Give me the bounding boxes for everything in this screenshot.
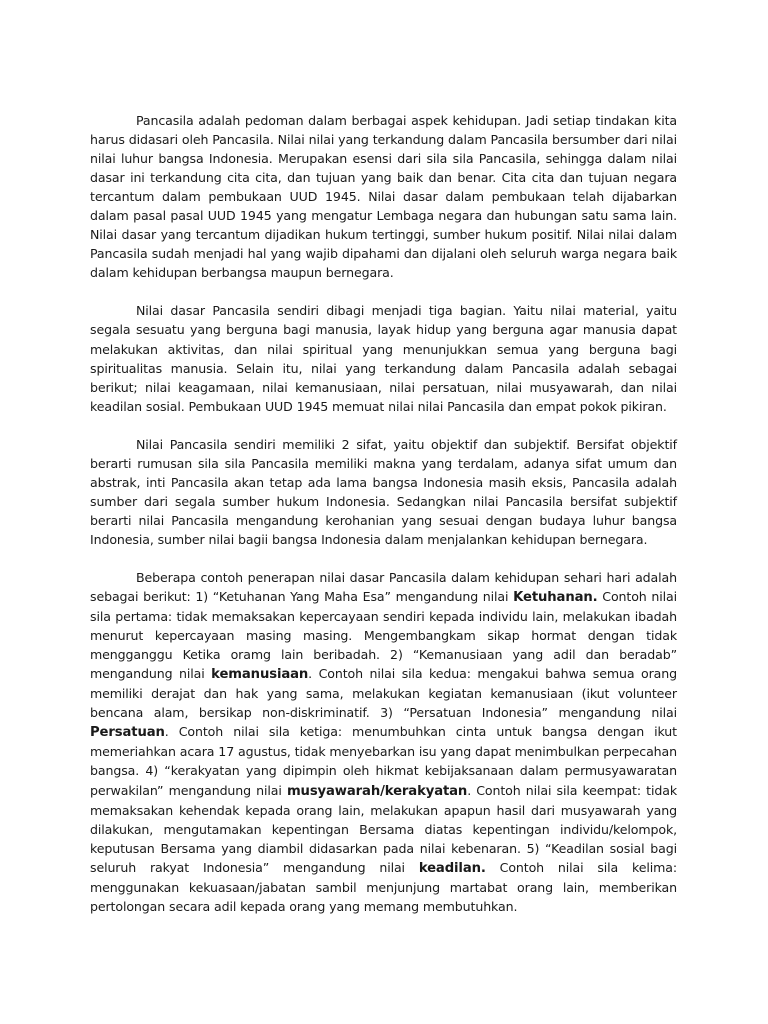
paragraph-text: Contoh nilai sila kelima: menggunakan kekuasaan/jabatan sambil menjunjung martabat orang lain, memberikan pertolongan secara adil kepada orang yang memang membutuhkan.: [90, 859, 677, 914]
paragraph-text: Pancasila adalah pedoman dalam berbagai aspek kehidupan. Jadi setiap tindakan kita harus didasari oleh Pancasila. Nilai nilai yang terkandung dalam Pancasila bersumber dari nilai nilai luhur bangsa Indonesia. Merupakan esensi dari sila sila Pancasila, sehingga dalam nilai dasar ini terkandung cita cita, dan tujuan yang baik dan benar. Cita cita dan tujuan negara tercantum dalam pembukaan UUD 1945. Nilai dasar dalam pembukaan telah dijabarkan dalam pasal pasal UUD 1945 yang mengatur Lembaga negara dan hubungan satu sama lain. Nilai dasar yang tercantum dijadikan hukum tertinggi, sumber hukum positif. Nilai nilai dalam Pancasila sudah menjadi hal yang wajib dipahami dan dijalani oleh seluruh warga negara baik dalam kehidupan berbangsa maupun bernegara.: [90, 113, 677, 281]
keyword-musyawarah: musyawarah/kerakyatan: [286, 783, 468, 799]
paragraph: [90, 111, 677, 282]
keyword-kemanusiaan: kemanusiaan: [211, 667, 309, 683]
keyword-keadilan: keadilan.: [418, 860, 486, 876]
paragraph-text: . Contoh nilai sila keempat: tidak memaksakan kehendak kepada orang lain, melakukan apapun hasil dari musyawarah yang dilakukan, mengutamakan kepentingan Bersama diatas kepentingan individu/kelompok, keputusan Bersama yang diambil didasarkan pada nilai kebenaran. 5) “Keadilan sosial bagi seluruh rakyat Indonesia” mengandung nilai: [90, 782, 677, 875]
paragraph: [90, 568, 677, 916]
paragraph: [90, 435, 677, 549]
document-page: [90, 111, 677, 916]
paragraph-text: . Contoh nilai sila kedua: mengakui bahwa semua orang memiliki derajat dan hak yang sama, melakukan kegiatan kemanusiaan (ikut volunteer bencana alam, bersikap non-diskriminatif. 3) “Persatuan Indonesia” mengandung nilai: [90, 666, 677, 721]
keyword-persatuan: Persatuan: [90, 725, 165, 741]
paragraph-text: Contoh nilai sila pertama: tidak memaksakan kepercayaan sendiri kepada individu lain, melakukan ibadah menurut kepercayaan masing masing. Mengembangkam sikap hormat dengan tidak mengganggu Ketika oramg lain beribadah. 2) “Kemanusiaan yang adil dan beradab” mengandung nilai: [90, 589, 677, 682]
paragraph-text: Nilai dasar Pancasila sendiri dibagi menjadi tiga bagian. Yaitu nilai material, yaitu segala sesuatu yang berguna bagi manusia, layak hidup yang berguna agar manusia dapat melakukan aktivitas, dan nilai spiritual yang menunjukkan semua yang berguna bagi spiritualitas manusia. Selain itu, nilai yang terkandung dalam Pancasila adalah sebagai berikut; nilai keagamaan, nilai kemanusiaan, nilai persatuan, nilai musyawarah, dan nilai keadilan sosial. Pembukaan UUD 1945 memuat nilai nilai Pancasila dan empat pokok pikiran.: [90, 303, 677, 414]
paragraph-text: Beberapa contoh penerapan nilai dasar Pancasila dalam kehidupan sehari hari adalah sebagai berikut: 1) “Ketuhanan Yang Maha Esa” mengandung nilai: [90, 569, 677, 605]
paragraph-text: Nilai Pancasila sendiri memiliki 2 sifat, yaitu objektif dan subjektif. Bersifat objektif berarti rumusan sila sila Pancasila memiliki makna yang terdalam, adanya sifat umum dan abstrak, inti Pancasila akan tetap ada lama bangsa Indonesia masih eksis, Pancasila adalah sumber dari segala sumber hukum Indonesia. Sedangkan nilai Pancasila bersifat subjektif berarti nilai Pancasila mengandung kerohanian yang sesuai dengan budaya luhur bangsa Indonesia, sumber nilai bagii bangsa Indonesia dalam menjalankan kehidupan bernegara.: [90, 436, 677, 547]
paragraph-text: . Contoh nilai sila ketiga: menumbuhkan cinta untuk bangsa dengan ikut memeriahkan acara 17 agustus, tidak menyebarkan isu yang dapat menimbulkan perpecahan bangsa. 4) “kerakyatan yang dipimpin oleh hikmat kebijaksanaan dalam permusyawaratan perwakilan” mengandung nilai: [90, 724, 677, 798]
keyword-ketuhanan: Ketuhanan.: [513, 590, 598, 606]
paragraph: [90, 301, 677, 415]
